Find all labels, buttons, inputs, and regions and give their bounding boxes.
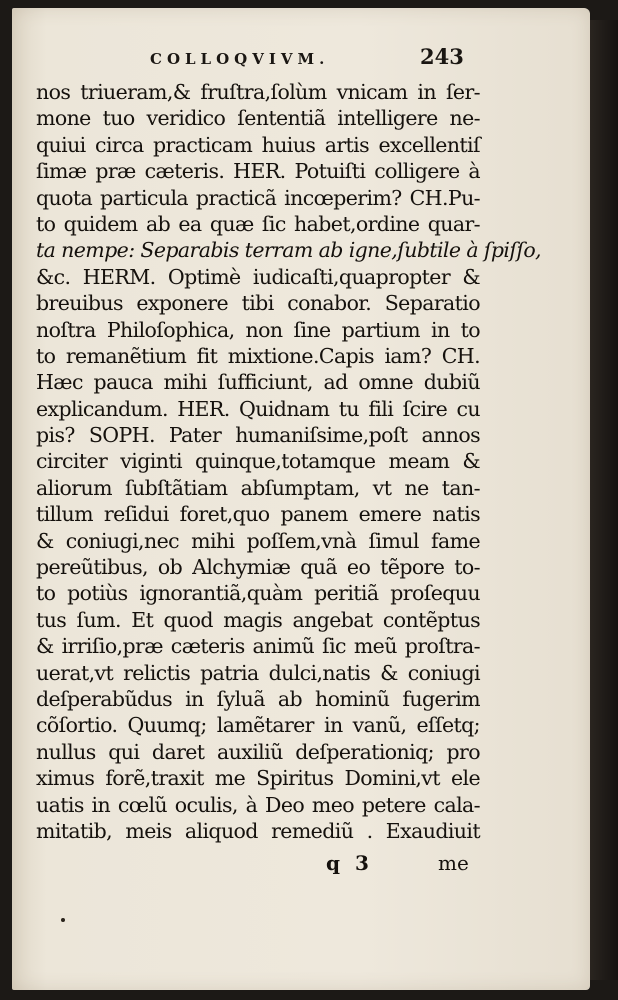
catchword: me bbox=[438, 851, 469, 875]
text-line: ſimæ præ cæteris. HER. Potuiſti colligere à bbox=[36, 159, 480, 184]
text-line: breuibus exponere tibi conabor. Separatio bbox=[36, 291, 480, 316]
text-line: tillum reſidui foret,quo panem emere natis bbox=[36, 502, 480, 527]
text-line: circiter viginti quinque,totamque meam & bbox=[36, 449, 480, 474]
text-line: aliorum ſubſtãtiam abſumptam, vt ne tan- bbox=[36, 475, 480, 500]
text-line: pis? SOPH. Pater humaniſsime,poſt annos bbox=[36, 423, 480, 448]
text-line-italic-quote: ta nempe: Separabis terram ab igne,ſubtile à ſpiſſo, bbox=[36, 238, 541, 263]
text-line: to remanẽtium fit mixtione.Capis iam? CH. bbox=[36, 343, 480, 368]
text-line: mone tuo veridico ſententiã intelligere ne- bbox=[36, 106, 480, 131]
text-line: nos triueram,& fruſtra,ſolùm vnicam in ſer- bbox=[36, 80, 480, 104]
page-header bbox=[0, 44, 618, 74]
text-line: noſtra Philoſophica, non ſine partium in to bbox=[36, 317, 480, 342]
text-line: to quidem ab ea quæ ſic habet,ordine quar- bbox=[36, 211, 480, 236]
text-line: quota particula practicã incœperim? CH.Pu- bbox=[36, 185, 480, 210]
text-line: & irriſio,præ cæteris animũ ſic meũ proſtra- bbox=[36, 634, 480, 659]
text-line: ximus forẽ,traxit me Spiritus Domini,vt ele bbox=[36, 766, 480, 791]
signature-mark: q 3 bbox=[326, 851, 373, 875]
text-line: quiui circa practicam huius artis excellentiſ bbox=[36, 132, 480, 157]
text-line: cõſortio. Quumq; lamẽtarer in vanũ, eſſetq; bbox=[36, 713, 480, 738]
text-line: uerat,vt relictis patria dulci,natis & coniugi bbox=[36, 660, 480, 685]
text-line: & coniugi,nec mihi poſſem,vnà ſimul fame bbox=[36, 528, 480, 553]
text-line: pereũtibus, ob Alchymiæ quã eo tẽpore to- bbox=[36, 555, 480, 580]
page-number: 243 bbox=[420, 44, 464, 69]
text-line: to potiùs ignorantiã,quàm peritiã proſequu bbox=[36, 581, 480, 606]
running-head: COLLOQVIVM. bbox=[150, 50, 330, 68]
text-line: mitatib, meis aliquod remediũ . Exaudiuit bbox=[36, 818, 480, 843]
body-text bbox=[36, 79, 541, 844]
text-line: tus ſum. Et quod magis angebat contẽptus bbox=[36, 607, 480, 632]
text-line: Hæc pauca mihi ſufficiunt, ad omne dubiũ bbox=[36, 370, 480, 395]
text-line: nullus qui daret auxiliũ deſperationiq; pro bbox=[36, 739, 480, 764]
text-line: explicandum. HER. Quidnam tu fili ſcire cu bbox=[36, 396, 480, 421]
text-line: &c. HERM. Optimè iudicaſti,quapropter & bbox=[36, 264, 480, 289]
facing-page-edge bbox=[590, 20, 618, 980]
ink-speck bbox=[61, 918, 65, 922]
text-line: deſperabũdus in ſyluã ab hominũ fugerim bbox=[36, 686, 480, 711]
text-line: uatis in cœlũ oculis, à Deo meo petere cala- bbox=[36, 792, 480, 817]
